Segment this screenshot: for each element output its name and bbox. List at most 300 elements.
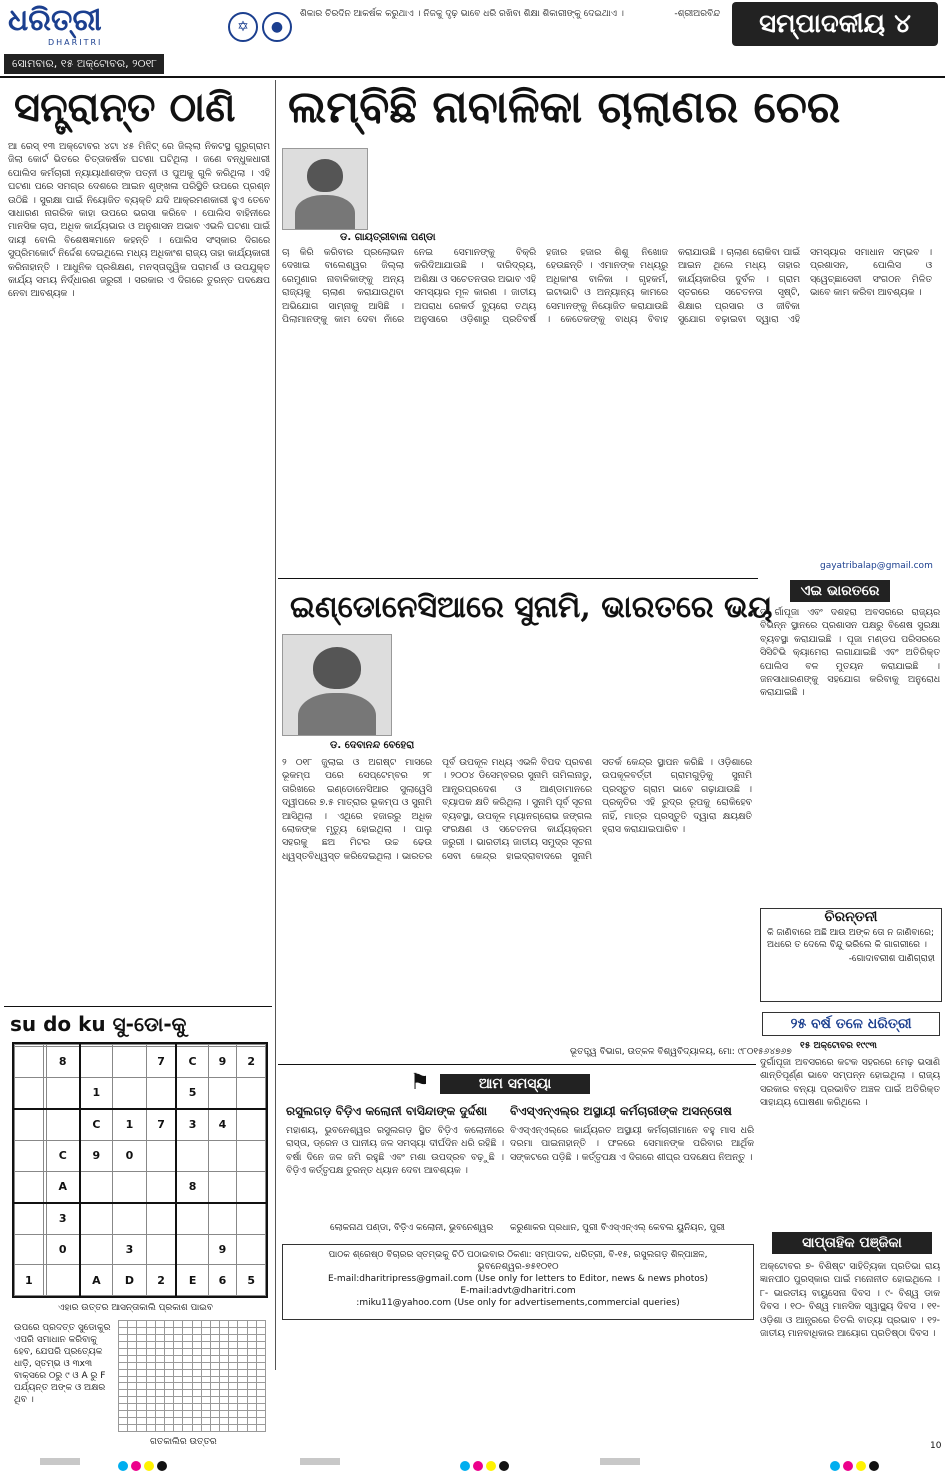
sudoku-cell xyxy=(176,1141,208,1172)
solution-cell xyxy=(210,1355,219,1362)
solution-cell xyxy=(238,1383,247,1390)
masthead-quote xyxy=(300,8,720,21)
solution-cell xyxy=(164,1355,173,1362)
solution-cell xyxy=(238,1327,247,1334)
solution-cell xyxy=(174,1327,183,1334)
solution-cell xyxy=(210,1369,219,1376)
author-photo xyxy=(282,148,368,230)
solution-cell xyxy=(229,1341,238,1348)
solution-cell xyxy=(238,1418,247,1425)
solution-cell xyxy=(174,1390,183,1397)
solution-cell xyxy=(174,1383,183,1390)
solution-cell xyxy=(201,1369,210,1376)
sudoku-cell xyxy=(237,1141,266,1172)
solution-cell xyxy=(247,1390,256,1397)
years-body: ଦୁର୍ଗାପୂଜା ଅବସରରେ କଟକ ସହରରେ ମେଢ଼ ଭସାଣି ଶାନ୍ତିପୂର୍ଣ୍ଣ ଭାବେ ସମ୍ପନ୍ନ ହୋଇଥିଲା । ରାଜ୍ୟ ସରକାର ବନ୍ୟା ପ୍ରଭାବିତ ଅଞ୍ଚଳ ପାଇଁ ଅତିରିକ୍ତ ସାହାଯ୍ୟ ଘୋଷଣା କରିଥିଲେ । xyxy=(760,1057,940,1109)
solution-cell xyxy=(119,1397,128,1404)
solution-cell xyxy=(155,1425,164,1432)
solution-caption: ଗତକାଲିର ଉତ୍ତର xyxy=(150,1437,217,1447)
letter2-title: ବିଏସ୍ଏନ୍ଏଲ୍ର ଅସ୍ଥାୟୀ କର୍ମଚାରୀଙ୍କ ଅସନ୍ତୋଷ xyxy=(510,1104,732,1118)
solution-cell xyxy=(256,1397,265,1404)
solution-cell xyxy=(247,1369,256,1376)
solution-cell xyxy=(229,1411,238,1418)
solution-cell xyxy=(164,1321,173,1328)
sudoku-cell: 8 xyxy=(46,1047,79,1078)
sudoku-cell xyxy=(80,1171,113,1203)
solution-cell xyxy=(137,1348,146,1355)
solution-cell xyxy=(201,1411,210,1418)
solution-cell xyxy=(201,1397,210,1404)
sudoku-cell xyxy=(237,1077,266,1109)
sudoku-cell: A xyxy=(46,1171,79,1203)
solution-cell xyxy=(183,1327,192,1334)
sudoku-grid xyxy=(12,1042,268,1298)
solution-cell xyxy=(174,1321,183,1328)
solution-cell xyxy=(210,1418,219,1425)
solution-cell xyxy=(183,1404,192,1411)
sudoku-cell xyxy=(146,1203,176,1235)
solution-cell xyxy=(192,1341,201,1348)
solution-cell xyxy=(128,1418,137,1425)
solution-cell xyxy=(247,1321,256,1328)
solution-cell xyxy=(146,1411,155,1418)
chirantani-author: -ଗୋଦାବରୀଶ ପାଣିଗ୍ରାହୀ xyxy=(848,954,935,964)
feature2-body: ୨ ୦୧୮ ଜୁଲାଇ ଓ ଅଗଷ୍ଟ ମାସରେ ଭୂକମ୍ପ ପରେ ସେପ୍ଟେମ୍ବର ୨୮ ତାରିଖରେ ଇଣ୍ଡୋନେସିଆର ସୁଲାୱେସି ଦ୍ୱୀପରେ ୭.୫ ମାତ୍ରାର ଭୂକମ୍ପ ଓ ସୁନାମି ଆସିଥିଲା । ଏଥିରେ ହଜାରରୁ ଅଧିକ ଲୋକଙ୍କ ମୃତ୍ୟୁ ହୋଇଥିଲା । ପାଲୁ ସହରକୁ ଛଅ ମିଟର ଉଚ୍ଚ ଢେଉ ଧ୍ୱସ୍ତବିଧ୍ୱସ୍ତ କରିଦେଇଥିଲା । ଭାରତର ପୂର୍ବ ଉପକୂଳ ମଧ୍ୟ ଏଭଳି ବିପଦ ପ୍ରବଣ । ୨୦୦୪ ଡିସେମ୍ବରର ସୁନାମି ତାମିଲନାଡୁ, ଆନ୍ଧ୍ରପ୍ରଦେଶ ଓ ଆଣ୍ଡାମାନରେ ବ୍ୟାପକ କ୍ଷତି କରିଥିଲା । ସୁନାମି ପୂର୍ବ ସୂଚନା ବ୍ୟବସ୍ଥା, ଉପକୂଳ ମ୍ୟାନଗ୍ରୋଭ ଜଙ୍ଗଲ ସଂରକ୍ଷଣ ଓ ସଚେତନତା କାର୍ଯ୍ୟକ୍ରମ ଜରୁରୀ । ଭାରତୀୟ ଜାତୀୟ ସମୁଦ୍ର ସୂଚନା ସେବା କେନ୍ଦ୍ର ହାଇଦ୍ରାବାଦରେ ସୁନାମି ସତର୍କ କେନ୍ଦ୍ର ସ୍ଥାପନ କରିଛି । ଓଡ଼ିଶାରେ ଉପକୂଳବର୍ତ୍ତୀ ଗ୍ରାମଗୁଡ଼ିକୁ ସୁନାମି ପ୍ରସ୍ତୁତ ଗ୍ରାମ ଭାବେ ଗଢ଼ାଯାଉଛି । ପ୍ରକୃତିର ଏହି ରୁଦ୍ର ରୂପକୁ ରୋକିହେବ ନାହିଁ, ମାତ୍ର ପ୍ରସ୍ତୁତି ଦ୍ୱାରା କ୍ଷୟକ୍ଷତି ହ୍ରାସ କରାଯାଇପାରିବ । xyxy=(282,757,752,862)
registration-dots-center xyxy=(460,1456,512,1475)
solution-cell xyxy=(164,1348,173,1355)
solution-cell xyxy=(146,1355,155,1362)
solution-cell xyxy=(146,1334,155,1341)
solution-cell xyxy=(164,1341,173,1348)
ei-bharat-title: ଏଇ ଭାରତରେ xyxy=(790,580,890,602)
solution-cell xyxy=(247,1362,256,1369)
solution-cell xyxy=(137,1390,146,1397)
solution-cell xyxy=(183,1321,192,1328)
letter1-title: ରସୁଲଗଡ଼ ବିଡ଼ିଏ କଲୋନୀ ବାସିନ୍ଦାଙ୍କ ଦୁର୍ଦ୍ଦଶା xyxy=(286,1104,488,1118)
solution-cell xyxy=(146,1418,155,1425)
solution-cell xyxy=(192,1327,201,1334)
solution-cell xyxy=(247,1418,256,1425)
masthead-logo xyxy=(8,4,158,52)
solution-cell xyxy=(192,1418,201,1425)
solution-cell xyxy=(229,1321,238,1328)
solution-cell xyxy=(119,1334,128,1341)
solution-cell xyxy=(247,1334,256,1341)
solution-cell xyxy=(174,1362,183,1369)
solution-cell xyxy=(220,1327,229,1334)
solution-cell xyxy=(155,1376,164,1383)
sudoku-cell: A xyxy=(80,1265,113,1296)
solution-cell xyxy=(238,1321,247,1328)
solution-cell xyxy=(164,1383,173,1390)
solution-cell xyxy=(256,1362,265,1369)
solution-cell xyxy=(220,1321,229,1328)
solution-cell xyxy=(155,1334,164,1341)
sudoku-cell xyxy=(15,1109,44,1141)
solution-cell xyxy=(183,1355,192,1362)
solution-cell xyxy=(155,1397,164,1404)
solution-cell xyxy=(146,1376,155,1383)
solution-cell xyxy=(119,1425,128,1432)
sudoku-cell: 3 xyxy=(176,1109,208,1141)
solution-cell xyxy=(155,1321,164,1328)
solution-cell xyxy=(201,1390,210,1397)
solution-cell xyxy=(220,1383,229,1390)
sudoku-cell: 0 xyxy=(46,1234,79,1265)
sudoku-cell: 9 xyxy=(208,1234,237,1265)
solution-cell xyxy=(192,1383,201,1390)
solution-cell xyxy=(137,1425,146,1432)
solution-cell xyxy=(247,1341,256,1348)
sudoku-cell: 9 xyxy=(80,1141,113,1172)
solution-cell xyxy=(210,1411,219,1418)
solution-cell xyxy=(201,1362,210,1369)
solution-cell xyxy=(229,1404,238,1411)
feature2-byline: ଡ. ଦେବାନନ୍ଦ ବେହେରା xyxy=(330,740,415,751)
solution-cell xyxy=(174,1376,183,1383)
letters-rule xyxy=(278,1064,756,1065)
solution-cell xyxy=(201,1327,210,1334)
grey-mark xyxy=(40,1458,80,1465)
solution-cell xyxy=(256,1425,265,1432)
solution-cell xyxy=(256,1327,265,1334)
solution-cell xyxy=(256,1418,265,1425)
sudoku-cell xyxy=(80,1203,113,1235)
solution-cell xyxy=(119,1390,128,1397)
solution-cell xyxy=(137,1362,146,1369)
quote-text: ଶିକାର ଚିରଦିନ ଆକର୍ଷକ କରୁଥାଏ । ନିଜକୁ ଦୃଢ଼ ଭାବେ ଧରି ରଖିବା ଶିକ୍ଷା ଶିକାରୀଙ୍କୁ ଦେଇଥାଏ । xyxy=(300,9,624,19)
solution-cell xyxy=(146,1404,155,1411)
solution-cell xyxy=(229,1355,238,1362)
solution-cell xyxy=(164,1397,173,1404)
solution-cell xyxy=(256,1411,265,1418)
solution-cell xyxy=(174,1334,183,1341)
solution-cell xyxy=(146,1362,155,1369)
solution-cell xyxy=(220,1404,229,1411)
letters-banner: ଆମ ସମସ୍ୟା xyxy=(440,1074,590,1094)
logo-sub: DHARITRI xyxy=(48,38,103,47)
solution-cell xyxy=(174,1411,183,1418)
feature1-email: gayatribalap@gmail.com xyxy=(820,561,933,571)
solution-cell xyxy=(229,1383,238,1390)
solution-cell xyxy=(238,1404,247,1411)
years-title: ୨୫ ବର୍ଷ ତଳେ ଧରିତ୍ରୀ xyxy=(762,1012,940,1036)
sudoku-cell xyxy=(113,1171,147,1203)
author-photo-2 xyxy=(282,634,392,736)
solution-cell xyxy=(155,1327,164,1334)
solution-cell xyxy=(210,1321,219,1328)
solution-table xyxy=(118,1320,266,1432)
date-bar: ସୋମବାର, ୧୫ ଅକ୍ଟୋବର, ୨୦୧୮ xyxy=(4,54,164,74)
solution-cell xyxy=(128,1376,137,1383)
letter1-body: ମହାଶୟ, ଭୁବନେଶ୍ୱର ରସୁଲଗଡ଼ ସ୍ଥିତ ବିଡ଼ିଏ କଲୋନୀରେ ରାସ୍ତା, ଡ୍ରେନ ଓ ପାନୀୟ ଜଳ ସମସ୍ୟା ଦୀର୍ଘଦିନ ଧରି ରହିଛି । ବର୍ଷା ଦିନେ ଜଳ ଜମି ରହୁଛି ଏବଂ ମଶା ଉପଦ୍ରବ ବଢ଼ୁଛି । ବିଡ଼ିଏ କର୍ତ୍ତୃପକ୍ଷ ତୁରନ୍ତ ଧ୍ୟାନ ଦେବା ଆବଶ୍ୟକ । xyxy=(286,1125,504,1177)
chirantani-box xyxy=(760,908,942,1002)
letter2-body: ବିଏସ୍ଏନ୍ଏଲ୍ରେ କାର୍ଯ୍ୟରତ ଅସ୍ଥାୟୀ କର୍ମଚାରୀମାନେ ବହୁ ମାସ ଧରି ଦରମା ପାଇନାହାନ୍ତି । ଫଳରେ ସେମାନଙ୍କ ପରିବାର ଆର୍ଥିକ ସଙ୍କଟରେ ପଡ଼ିଛି । କର୍ତ୍ତୃପକ୍ଷ ଏ ଦିଗରେ ଶୀଘ୍ର ପଦକ୍ଷେପ ନିଅନ୍ତୁ । xyxy=(510,1125,754,1163)
solution-cell xyxy=(201,1334,210,1341)
sudoku-cell xyxy=(15,1171,44,1203)
sudoku-cell: D xyxy=(113,1265,147,1296)
sudoku-cell: 5 xyxy=(176,1077,208,1109)
solution-cell xyxy=(192,1362,201,1369)
solution-cell xyxy=(220,1397,229,1404)
solution-cell xyxy=(256,1383,265,1390)
solution-cell xyxy=(119,1341,128,1348)
solution-cell xyxy=(192,1348,201,1355)
solution-cell xyxy=(128,1327,137,1334)
solution-cell xyxy=(220,1369,229,1376)
solution-cell xyxy=(192,1369,201,1376)
sudoku-caption: ଏହାର ଉତ୍ତର ଆସନ୍ତାକାଲି ପ୍ରକାଶ ପାଇବ xyxy=(58,1303,213,1313)
solution-cell xyxy=(174,1341,183,1348)
solution-cell xyxy=(146,1425,155,1432)
solution-cell xyxy=(220,1341,229,1348)
solution-cell xyxy=(247,1327,256,1334)
solution-cell xyxy=(155,1362,164,1369)
letters-footer-box xyxy=(282,1244,754,1320)
solution-cell xyxy=(229,1390,238,1397)
solution-cell xyxy=(192,1425,201,1432)
sudoku-cell xyxy=(113,1077,147,1109)
solution-cell xyxy=(210,1390,219,1397)
solution-cell xyxy=(256,1369,265,1376)
portrait-emblem-icon: ● xyxy=(262,12,292,42)
solution-cell xyxy=(192,1355,201,1362)
solution-cell xyxy=(146,1321,155,1328)
solution-cell xyxy=(256,1321,265,1328)
solution-cell xyxy=(210,1404,219,1411)
solution-cell xyxy=(201,1376,210,1383)
solution-cell xyxy=(192,1321,201,1328)
solution-cell xyxy=(128,1334,137,1341)
solution-cell xyxy=(192,1334,201,1341)
solution-cell xyxy=(128,1355,137,1362)
solution-cell xyxy=(229,1348,238,1355)
solution-cell xyxy=(247,1411,256,1418)
sudoku-cell xyxy=(146,1077,176,1109)
solution-cell xyxy=(229,1369,238,1376)
solution-cell xyxy=(238,1390,247,1397)
chirantani-title: ଚିରନ୍ତନୀ xyxy=(824,909,878,925)
sudoku-cell xyxy=(46,1077,79,1109)
solution-cell xyxy=(174,1355,183,1362)
solution-cell xyxy=(220,1334,229,1341)
sudoku-cell xyxy=(46,1109,79,1141)
sudoku-cell xyxy=(15,1141,44,1172)
solution-cell xyxy=(192,1411,201,1418)
solution-cell xyxy=(146,1341,155,1348)
sudoku-cell: 9 xyxy=(208,1047,237,1078)
feature1-byline: ଡ. ଗାୟତ୍ରୀବାଳା ପଣ୍ଡା xyxy=(340,232,436,243)
solution-cell xyxy=(229,1425,238,1432)
sudoku-cell xyxy=(15,1234,44,1265)
letters-email-yahoo: :miku11@yahoo.com (Use only for advertisements,commercial queries) xyxy=(356,1298,680,1308)
solution-cell xyxy=(137,1404,146,1411)
solution-cell xyxy=(164,1425,173,1432)
solution-cell xyxy=(174,1404,183,1411)
solution-cell xyxy=(119,1404,128,1411)
solution-cell xyxy=(192,1376,201,1383)
sudoku-cell: 7 xyxy=(146,1047,176,1078)
solution-cell xyxy=(256,1355,265,1362)
solution-cell xyxy=(201,1418,210,1425)
sudoku-cell: 6 xyxy=(208,1265,237,1296)
solution-cell xyxy=(201,1404,210,1411)
sudoku-cell xyxy=(15,1047,44,1078)
solution-cell xyxy=(220,1390,229,1397)
solution-cell xyxy=(210,1348,219,1355)
solution-cell xyxy=(210,1397,219,1404)
solution-cell xyxy=(201,1321,210,1328)
letter1-sign: ଲୋକନାଥ ପଣ୍ଡା, ବିଡ଼ିଏ କଲୋନୀ, ଭୁବନେଶ୍ୱର xyxy=(330,1223,494,1233)
solution-cell xyxy=(119,1369,128,1376)
solution-cell xyxy=(119,1321,128,1328)
solution-cell xyxy=(210,1383,219,1390)
solution-cell xyxy=(137,1321,146,1328)
solution-cell xyxy=(164,1404,173,1411)
solution-cell xyxy=(155,1418,164,1425)
registration-dots-right xyxy=(830,1456,882,1475)
solution-cell xyxy=(183,1341,192,1348)
solution-cell xyxy=(210,1334,219,1341)
solution-cell xyxy=(238,1355,247,1362)
solution-cell xyxy=(183,1397,192,1404)
sudoku-cell: 0 xyxy=(113,1141,147,1172)
solution-cell xyxy=(174,1369,183,1376)
sudoku-cell xyxy=(208,1171,237,1203)
solution-cell xyxy=(247,1397,256,1404)
solution-cell xyxy=(229,1418,238,1425)
sudoku-cell xyxy=(146,1141,176,1172)
sudoku-cell xyxy=(113,1203,147,1235)
sudoku-cell xyxy=(80,1234,113,1265)
solution-cell xyxy=(183,1383,192,1390)
solution-cell xyxy=(128,1362,137,1369)
sudoku-cell xyxy=(176,1203,208,1235)
section-title: ସମ୍ପାଦକୀୟ ୪ xyxy=(732,2,938,46)
solution-cell xyxy=(155,1355,164,1362)
solution-cell xyxy=(256,1404,265,1411)
sudoku-cell xyxy=(113,1047,147,1078)
solution-cell xyxy=(247,1425,256,1432)
editorial-headline: ସନ୍ତ୍ରାନ୍ତ ଠାଣି xyxy=(14,84,236,131)
solution-cell xyxy=(128,1321,137,1328)
flag-icon: ⚑ xyxy=(410,1070,430,1095)
solution-cell xyxy=(155,1404,164,1411)
solution-cell xyxy=(155,1383,164,1390)
solution-cell xyxy=(119,1327,128,1334)
sudoku-cell: C xyxy=(46,1141,79,1172)
solution-cell xyxy=(137,1369,146,1376)
sudoku-cell: E xyxy=(176,1265,208,1296)
solution-cell xyxy=(220,1376,229,1383)
solution-cell xyxy=(256,1341,265,1348)
solution-cell xyxy=(238,1369,247,1376)
solution-cell xyxy=(229,1334,238,1341)
years-date: ୧୫ ଅକ୍ଟୋବର ୧୯୯୩ xyxy=(800,1041,877,1051)
solution-cell xyxy=(128,1341,137,1348)
solution-cell xyxy=(256,1334,265,1341)
solution-cell xyxy=(128,1369,137,1376)
solution-cell xyxy=(146,1397,155,1404)
sudoku-cell: 2 xyxy=(237,1047,266,1078)
column-divider xyxy=(275,80,276,1370)
solution-cell xyxy=(183,1362,192,1369)
solution-cell xyxy=(155,1411,164,1418)
solution-cell xyxy=(229,1397,238,1404)
quote-author: -ଶ୍ରୀଅରବିନ୍ଦ xyxy=(674,9,720,19)
solution-cell xyxy=(155,1341,164,1348)
letters-email-editor: E-mail:dharitripress@gmail.com (Use only for letters to Editor, news & news photos) xyxy=(328,1274,708,1284)
solution-cell xyxy=(238,1362,247,1369)
sudoku-cell xyxy=(15,1077,44,1109)
solution-cell xyxy=(256,1390,265,1397)
sudoku-cell xyxy=(15,1203,44,1235)
solution-cell xyxy=(128,1425,137,1432)
solution-cell xyxy=(183,1334,192,1341)
solution-cell xyxy=(256,1348,265,1355)
sudoku-cell xyxy=(208,1203,237,1235)
solution-cell xyxy=(128,1383,137,1390)
sudoku-cell xyxy=(176,1234,208,1265)
sudoku-instructions: ଉପରେ ପ୍ରଦତ୍ତ ସୁଡୋକୁର ଏପରି ସମାଧାନ କରିବାକୁ ହେବ, ଯେପରି ପ୍ରତ୍ୟେକ ଧାଡ଼ି, ସ୍ତମ୍ଭ ଓ ୩x୩ ବାକ୍ସରେ ୦ରୁ ୯ ଓ A ରୁ F ପର୍ଯ୍ୟନ୍ତ ଅଙ୍କ ଓ ଅକ୍ଷର ଥିବ । xyxy=(14,1323,111,1405)
feature-rule xyxy=(278,578,758,579)
grey-mark xyxy=(600,1458,640,1465)
solution-cell xyxy=(210,1376,219,1383)
solution-cell xyxy=(220,1418,229,1425)
sudoku-cell: C xyxy=(80,1109,113,1141)
solution-cell xyxy=(137,1341,146,1348)
sudoku-cell: 3 xyxy=(46,1203,79,1235)
solution-cell xyxy=(146,1390,155,1397)
sudoku-cell xyxy=(208,1077,237,1109)
solution-cell xyxy=(183,1418,192,1425)
sudoku-rule xyxy=(4,1006,272,1007)
star-emblem-icon: ✡ xyxy=(228,12,258,42)
sudoku-cell: C xyxy=(176,1047,208,1078)
solution-cell xyxy=(146,1383,155,1390)
solution-cell xyxy=(247,1376,256,1383)
solution-cell xyxy=(220,1425,229,1432)
solution-cell xyxy=(137,1383,146,1390)
solution-cell xyxy=(137,1397,146,1404)
solution-cell xyxy=(183,1369,192,1376)
sudoku-cell xyxy=(237,1171,266,1203)
registration-dots-left xyxy=(118,1456,170,1475)
solution-cell xyxy=(128,1390,137,1397)
solution-cell xyxy=(137,1334,146,1341)
solution-cell xyxy=(238,1341,247,1348)
solution-cell xyxy=(201,1425,210,1432)
solution-cell xyxy=(164,1411,173,1418)
solution-cell xyxy=(128,1397,137,1404)
solution-cell xyxy=(210,1362,219,1369)
solution-cell xyxy=(192,1404,201,1411)
sudoku-cell: 5 xyxy=(237,1265,266,1296)
solution-cell xyxy=(174,1418,183,1425)
sudoku-cell xyxy=(237,1203,266,1235)
solution-cell xyxy=(229,1362,238,1369)
solution-cell xyxy=(119,1383,128,1390)
solution-cell xyxy=(119,1411,128,1418)
sudoku-cell: 4 xyxy=(208,1109,237,1141)
solution-cell xyxy=(220,1362,229,1369)
solution-cell xyxy=(155,1369,164,1376)
feature2-headline: ଇଣ୍ଡୋନେସିଆରେ ସୁନାମି, ଭାରତରେ ଭୟ xyxy=(290,590,773,625)
solution-cell xyxy=(238,1376,247,1383)
solution-cell xyxy=(119,1348,128,1355)
solution-cell xyxy=(137,1327,146,1334)
solution-cell xyxy=(164,1369,173,1376)
